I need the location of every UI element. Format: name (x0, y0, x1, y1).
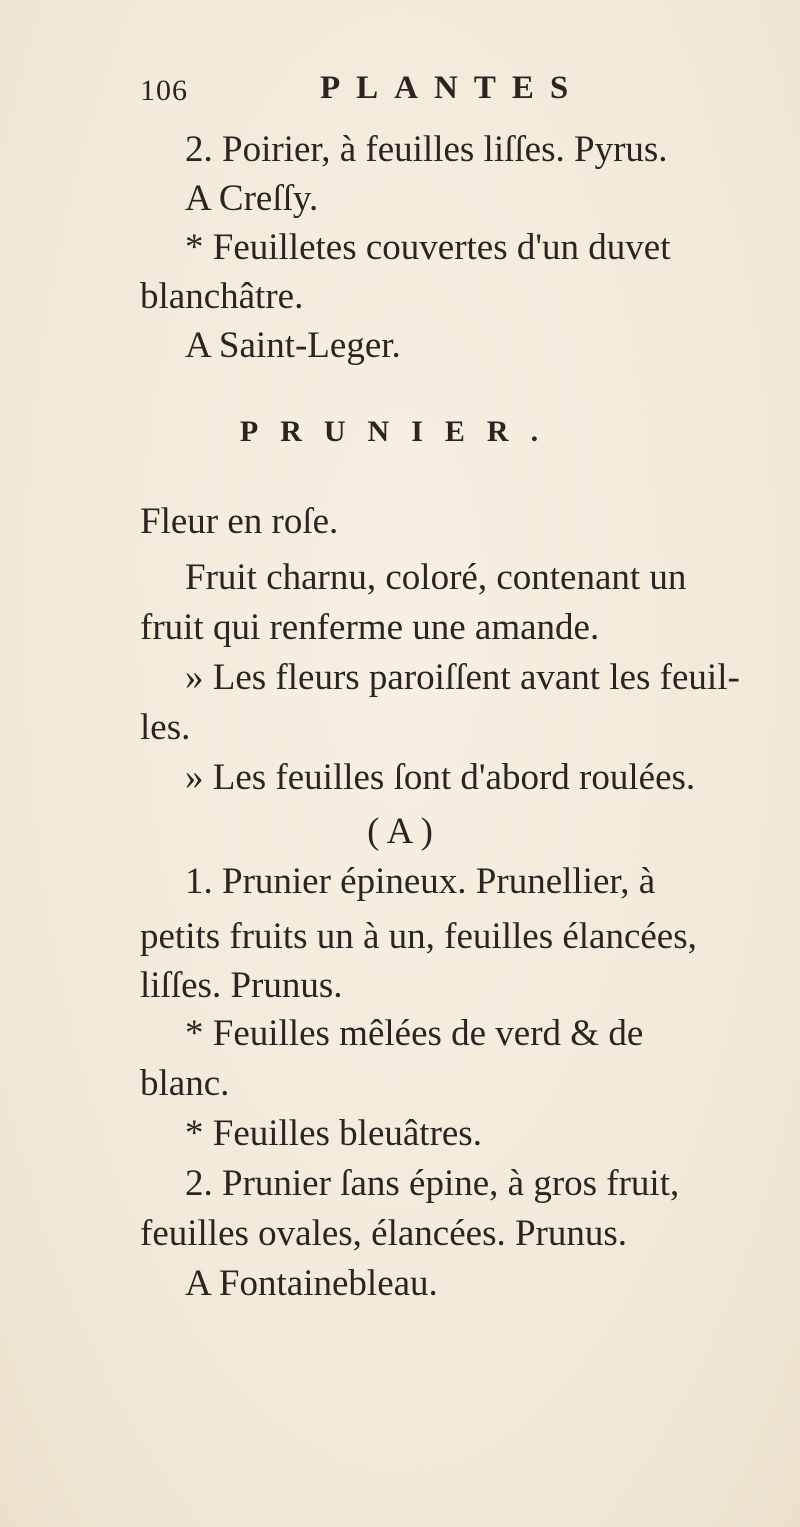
text-line: 2. Poirier, à feuilles liſſes. Pyrus. (185, 129, 668, 170)
text-line: les. (140, 707, 191, 748)
section-title: PRUNIER. (239, 415, 561, 448)
text-line: feuilles ovales, élancées. Prunus. (140, 1213, 628, 1254)
text-line: 2. Prunier ſans épine, à gros fruit, (185, 1163, 680, 1204)
text-line: liſſes. Prunus. (140, 965, 343, 1006)
text-line: blanchâtre. (140, 276, 304, 317)
text-line: blanc. (140, 1063, 230, 1104)
text-line: Fleur en roſe. (140, 501, 339, 542)
page-header (140, 70, 700, 120)
text-line: Fruit charnu, coloré, contenant un (185, 557, 687, 598)
text-line: fruit qui renferme une amande. (140, 607, 600, 648)
subsection-marker: ( A ) (367, 811, 433, 852)
text-line: * Feuilles mêlées de verd & de (185, 1013, 644, 1054)
running-title: PLANTES (320, 70, 585, 106)
text-line: 1. Prunier épineux. Prunellier, à (185, 861, 656, 902)
text-line: petits fruits un à un, feuilles élancées, (140, 916, 697, 957)
text-line: » Les fleurs paroiſſent avant les feuil- (185, 657, 740, 698)
text-line: * Feuilles bleuâtres. (185, 1113, 482, 1154)
text-line: * Feuilletes couvertes d'un duvet (185, 227, 671, 268)
text-line: » Les feuilles ſont d'abord roulées. (185, 757, 696, 798)
text-line: A Fontainebleau. (185, 1263, 438, 1304)
page-number: 106 (140, 74, 188, 107)
text-line: A Creſſy. (185, 178, 319, 219)
text-line: A Saint-Leger. (185, 325, 401, 366)
